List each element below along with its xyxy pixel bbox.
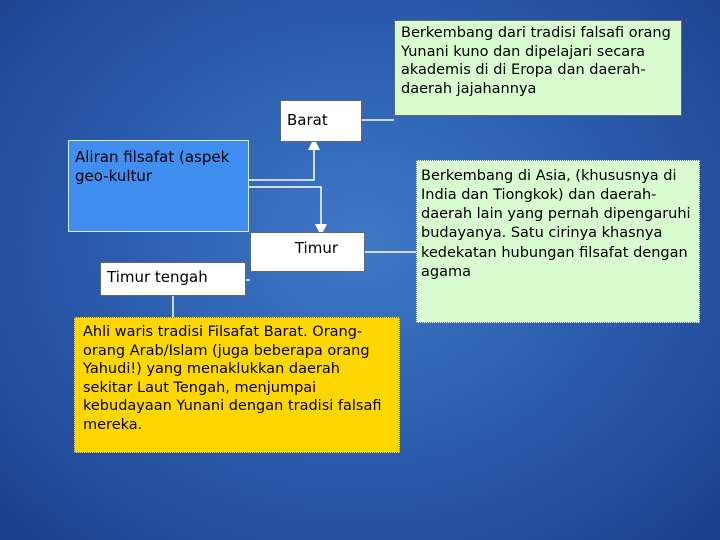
connector-aliran-timur bbox=[249, 187, 321, 230]
timur-box bbox=[250, 232, 365, 272]
berkembang-barat-text: Berkembang dari tradisi falsafi orang Yunani kuno dan dipelajari secara akademis di di Eropa dan daerah-daerah jajahannya bbox=[401, 25, 671, 97]
timur-tengah-label: Timur tengah bbox=[107, 268, 208, 286]
ahli-waris-box bbox=[74, 317, 400, 453]
timur-label: Timur bbox=[294, 239, 338, 257]
aliran-filsafat-label: Aliran filsafat (aspek geo-kultur bbox=[75, 148, 230, 186]
berkembang-timur-text: Berkembang di Asia, (khususnya di India dan Tiongkok) dan daerah-daerah lain yang pernah dipengaruhi budayanya. Satu cirinya khasnya kedekatan hubungan filsafat dengan agama bbox=[421, 168, 691, 280]
barat-box bbox=[280, 100, 362, 142]
berkembang-timur-box bbox=[416, 160, 700, 323]
barat-label: Barat bbox=[287, 111, 328, 129]
aliran-filsafat-box bbox=[68, 140, 249, 232]
connector-aliran-barat bbox=[249, 144, 314, 180]
timur-tengah-box bbox=[100, 262, 246, 296]
berkembang-barat-box bbox=[394, 20, 682, 116]
ahli-waris-text: Ahli waris tradisi Filsafat Barat. Orang-orang Arab/Islam (juga beberapa orang Yahudi!) yang menaklukkan daerah sekitar Laut Tengah, menjumpai kebudayaan Yunani dengan tradisi falsafi mereka. bbox=[83, 324, 382, 433]
